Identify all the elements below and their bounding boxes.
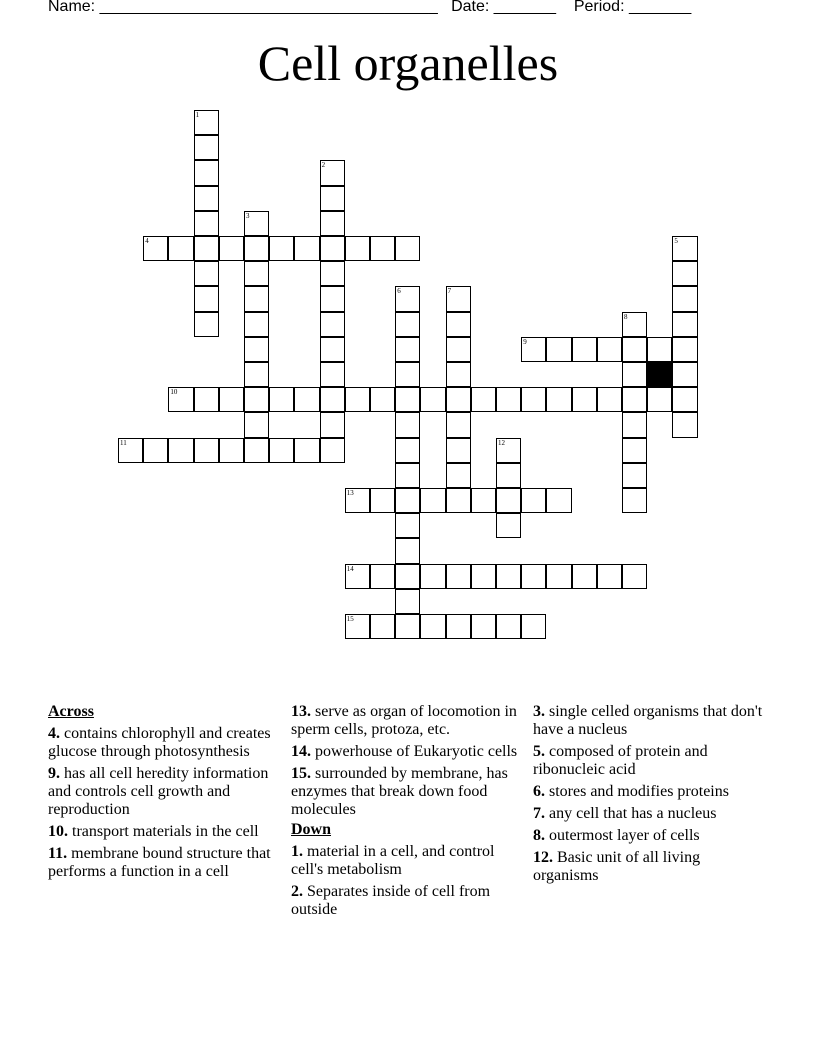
clue-number: 9. (48, 765, 60, 782)
clue-number: 13. (291, 703, 311, 720)
crossword-cell[interactable] (521, 564, 546, 589)
clue-text: Basic unit of all living organisms (533, 849, 701, 884)
crossword-cell[interactable] (320, 261, 345, 286)
crossword-cell[interactable] (395, 438, 420, 463)
crossword-cell[interactable] (622, 337, 647, 362)
clue-13 (291, 703, 523, 739)
crossword-cell[interactable] (194, 135, 219, 160)
clue-5 (533, 743, 765, 779)
crossword-cell[interactable] (244, 312, 269, 337)
crossword-cell[interactable] (521, 387, 546, 412)
crossword-cell[interactable] (244, 261, 269, 286)
crossword-cell[interactable] (471, 387, 496, 412)
crossword-cell[interactable] (420, 387, 445, 412)
crossword-cell[interactable] (294, 236, 319, 261)
clue-text: single celled organisms that don't have a nucleus (533, 703, 763, 738)
crossword-cell[interactable] (244, 236, 269, 261)
crossword-cell[interactable] (446, 337, 471, 362)
crossword-cell[interactable] (244, 211, 269, 236)
clue-text: outermost layer of cells (549, 827, 700, 844)
clue-text: has all cell heredity information and controls cell growth and reproduction (48, 765, 269, 818)
crossword-cell[interactable] (345, 564, 370, 589)
cell-number: 1 (195, 111, 200, 119)
crossword-cell[interactable] (370, 236, 395, 261)
crossword-cell[interactable] (496, 463, 521, 488)
crossword-cell[interactable] (622, 362, 647, 387)
crossword-cell[interactable] (194, 438, 219, 463)
crossword-cell[interactable] (672, 286, 697, 311)
clue-text: surrounded by membrane, has enzymes that break down food molecules (291, 765, 508, 818)
clue-text: composed of protein and ribonucleic acid (533, 743, 708, 778)
crossword-cell[interactable] (546, 564, 571, 589)
clue-1 (291, 843, 523, 879)
crossword-cell[interactable] (496, 614, 521, 639)
crossword-cell[interactable] (446, 564, 471, 589)
crossword-cell[interactable] (194, 286, 219, 311)
crossword-cell[interactable] (572, 337, 597, 362)
crossword-cell[interactable] (446, 614, 471, 639)
crossword-cell[interactable] (219, 387, 244, 412)
crossword-cell[interactable] (395, 412, 420, 437)
clues-column-1 (48, 703, 280, 885)
cell-number: 8 (624, 312, 628, 321)
crossword-cell[interactable] (244, 286, 269, 311)
clue-8 (533, 827, 765, 845)
crossword-cell[interactable] (572, 564, 597, 589)
cell-number: 15 (346, 615, 354, 623)
clue-number: 6. (533, 783, 545, 800)
crossword-cell[interactable] (521, 614, 546, 639)
down-heading: Down (291, 821, 332, 838)
date-field[interactable]: Date: _______ (451, 0, 557, 15)
crossword-cell[interactable] (446, 362, 471, 387)
cell-number: 7 (447, 287, 452, 296)
crossword-cell[interactable] (471, 488, 496, 513)
page-title: Cell organelles (257, 35, 559, 91)
crossword-cell[interactable] (395, 463, 420, 488)
crossword-cell[interactable] (471, 564, 496, 589)
clue-number: 10. (48, 823, 68, 840)
clue-14 (291, 743, 523, 761)
crossword-cell[interactable] (320, 412, 345, 437)
crossword-cell[interactable] (320, 236, 345, 261)
crossword-cell[interactable] (244, 438, 269, 463)
clue-number: 1. (291, 843, 303, 860)
crossword-cell[interactable] (345, 488, 370, 513)
crossword-cell[interactable] (395, 614, 420, 639)
clue-text: material in a cell, and control cell's metabolism (291, 843, 495, 878)
crossword-cell[interactable] (622, 463, 647, 488)
cell-number: 6 (397, 287, 401, 296)
clue-number: 11. (48, 845, 68, 862)
crossword-cell[interactable] (143, 438, 168, 463)
clue-text: membrane bound structure that performs a function in a cell (48, 845, 271, 880)
crossword-cell[interactable] (622, 387, 647, 412)
across-heading: Across (48, 703, 94, 720)
clue-2 (291, 883, 523, 919)
crossword-cell[interactable] (395, 564, 420, 589)
crossword-cell[interactable] (521, 337, 546, 362)
crossword-cell[interactable] (420, 564, 445, 589)
crossword-cell[interactable] (194, 236, 219, 261)
crossword-cell[interactable] (672, 362, 697, 387)
crossword-cell[interactable] (320, 186, 345, 211)
crossword-cell[interactable] (168, 438, 193, 463)
crossword-cell[interactable] (345, 614, 370, 639)
clue-3 (533, 703, 765, 739)
clue-number: 8. (533, 827, 545, 844)
crossword-cell[interactable] (194, 211, 219, 236)
crossword-cell[interactable] (446, 463, 471, 488)
crossword-cell[interactable] (370, 564, 395, 589)
clue-9 (48, 765, 280, 819)
crossword-cell[interactable] (194, 186, 219, 211)
crossword-cell[interactable] (194, 110, 219, 135)
crossword-cell[interactable] (446, 387, 471, 412)
crossword-cell[interactable] (496, 564, 521, 589)
crossword-cell[interactable] (672, 261, 697, 286)
crossword-cell[interactable] (320, 387, 345, 412)
crossword-cell[interactable] (168, 236, 193, 261)
crossword-cell[interactable] (471, 614, 496, 639)
crossword-cell[interactable] (395, 589, 420, 614)
crossword-cell[interactable] (395, 538, 420, 563)
clue-text: any cell that has a nucleus (549, 805, 717, 822)
crossword-cell[interactable] (597, 387, 622, 412)
clue-number: 4. (48, 725, 60, 742)
crossword-cell[interactable] (345, 387, 370, 412)
crossword-cell[interactable] (168, 387, 193, 412)
crossword-cell[interactable] (496, 488, 521, 513)
crossword-cell[interactable] (118, 438, 143, 463)
crossword-cell[interactable] (269, 236, 294, 261)
clue-number: 12. (533, 849, 553, 866)
cell-number: 9 (523, 337, 527, 346)
crossword-cell[interactable] (672, 387, 697, 412)
crossword-cell[interactable] (345, 236, 370, 261)
clue-text: contains chlorophyll and creates glucose through photosynthesis (48, 725, 271, 760)
clue-15 (291, 765, 523, 819)
crossword-cell[interactable] (672, 312, 697, 337)
cell-number: 5 (674, 237, 678, 245)
crossword-cell[interactable] (521, 488, 546, 513)
crossword-cell[interactable] (370, 614, 395, 639)
crossword-cell[interactable] (320, 337, 345, 362)
crossword-cell[interactable] (572, 387, 597, 412)
crossword-cell[interactable] (496, 438, 521, 463)
crossword-cell[interactable] (194, 261, 219, 286)
crossword-cell[interactable] (269, 387, 294, 412)
clue-7 (533, 805, 765, 823)
clue-11 (48, 845, 280, 881)
cell-number: 14 (346, 564, 354, 573)
crossword-cell[interactable] (395, 236, 420, 261)
crossword-cell[interactable] (395, 286, 420, 311)
crossword-cell[interactable] (597, 337, 622, 362)
crossword-cell[interactable] (370, 488, 395, 513)
cell-number: 10 (170, 388, 178, 397)
clue-4 (48, 725, 280, 761)
crossword-cell[interactable] (446, 312, 471, 337)
cell-number: 2 (321, 161, 326, 170)
cell-number: 13 (346, 489, 354, 497)
crossword-cell[interactable] (420, 614, 445, 639)
crossword-cell[interactable] (320, 362, 345, 387)
clue-text: transport materials in the cell (72, 823, 259, 840)
crossword-cell[interactable] (320, 286, 345, 311)
crossword-cell[interactable] (320, 438, 345, 463)
crossword-cell[interactable] (546, 488, 571, 513)
cell-number: 3 (246, 211, 250, 220)
crossword-cell[interactable] (446, 488, 471, 513)
crossword-cell[interactable] (370, 387, 395, 412)
crossword-cell[interactable] (597, 564, 622, 589)
crossword-cell[interactable] (395, 337, 420, 362)
worksheet-header (48, 0, 691, 16)
clue-number: 3. (533, 703, 545, 720)
clue-number: 15. (291, 765, 311, 782)
crossword-cell[interactable] (446, 286, 471, 311)
cell-number: 12 (498, 438, 505, 447)
crossword-cell[interactable] (320, 211, 345, 236)
crossword-cell[interactable] (395, 362, 420, 387)
crossword-cell[interactable] (194, 387, 219, 412)
clues-column-3 (533, 703, 765, 889)
black-cell (647, 362, 672, 387)
clue-text: stores and modifies proteins (549, 783, 729, 800)
crossword-cell[interactable] (622, 564, 647, 589)
crossword-cell[interactable] (647, 387, 672, 412)
name-field[interactable]: Name: ______________________________________ (48, 0, 438, 15)
crossword-cell[interactable] (294, 387, 319, 412)
clue-number: 14. (291, 743, 311, 760)
crossword-cell[interactable] (244, 362, 269, 387)
crossword-cell[interactable] (244, 412, 269, 437)
crossword-cell[interactable] (672, 337, 697, 362)
clue-number: 5. (533, 743, 545, 760)
clue-number: 7. (533, 805, 545, 822)
crossword-cell[interactable] (395, 312, 420, 337)
clue-6 (533, 783, 765, 801)
crossword-cell[interactable] (546, 387, 571, 412)
crossword-cell[interactable] (496, 387, 521, 412)
crossword-cell[interactable] (219, 438, 244, 463)
clue-text: Separates inside of cell from outside (291, 883, 491, 918)
crossword-cell[interactable] (244, 387, 269, 412)
crossword-cell[interactable] (294, 438, 319, 463)
crossword-cell[interactable] (395, 488, 420, 513)
clues-column-2 (291, 703, 523, 923)
crossword-cell[interactable] (269, 438, 294, 463)
crossword-cell[interactable] (446, 412, 471, 437)
crossword-cell[interactable] (420, 488, 445, 513)
crossword-cell[interactable] (496, 513, 521, 538)
crossword-cell[interactable] (395, 513, 420, 538)
crossword-cell[interactable] (143, 236, 168, 261)
crossword-cell[interactable] (672, 412, 697, 437)
clue-text: powerhouse of Eukaryotic cells (315, 743, 518, 760)
crossword-cell[interactable] (622, 412, 647, 437)
clue-10 (48, 823, 280, 841)
clue-number: 2. (291, 883, 303, 900)
crossword-cell[interactable] (219, 236, 244, 261)
crossword-cell[interactable] (320, 160, 345, 185)
crossword-cell[interactable] (622, 312, 647, 337)
crossword-cell[interactable] (546, 337, 571, 362)
crossword-cell[interactable] (194, 312, 219, 337)
crossword-cell[interactable] (622, 488, 647, 513)
cell-number: 4 (145, 237, 149, 245)
period-field[interactable]: Period: _______ (573, 0, 692, 15)
clue-text: serve as organ of locomotion in sperm cells, protoza, etc. (291, 703, 517, 738)
crossword-cell[interactable] (446, 438, 471, 463)
crossword-cell[interactable] (320, 312, 345, 337)
crossword-cell[interactable] (395, 387, 420, 412)
crossword-cell[interactable] (244, 337, 269, 362)
crossword-cell[interactable] (647, 337, 672, 362)
crossword-cell[interactable] (672, 236, 697, 261)
crossword-cell[interactable] (194, 160, 219, 185)
crossword-cell[interactable] (622, 438, 647, 463)
clue-12 (533, 849, 765, 885)
cell-number: 11 (120, 438, 127, 447)
